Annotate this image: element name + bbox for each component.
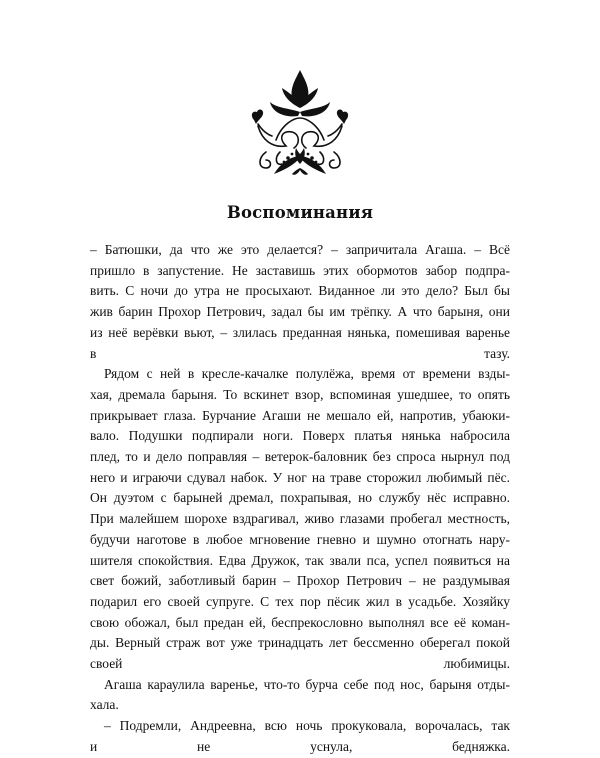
text-line: будучи наготове в любое мгновение гневно и шумно отогнать нару- <box>90 531 510 547</box>
chapter-body <box>90 240 510 758</box>
text-line: подарил его своей супруге. С тех пор пёсик жил в усадьбе. Хозяйку <box>90 593 510 609</box>
text-line: шителя спокойствия. Едва Дружок, так звали пса, успел появиться на <box>90 552 510 568</box>
text-line: свет божий, заботливый барин – Прохор Петрович – не раздумывая <box>90 573 510 589</box>
text-line: в тазу. <box>90 345 510 361</box>
paragraph-1 <box>90 240 510 364</box>
text-line: Он дуэтом с барыней дремал, похрапывая, но службу нёс исправно. <box>90 490 510 506</box>
decorative-ornament <box>248 68 352 178</box>
text-line: ды. Верный страж вот уже тринадцать лет бессменно оберегал покой <box>90 635 510 651</box>
text-line: – Подремли, Андреевна, всю ночь прокуковала, ворочалась, так <box>104 718 510 734</box>
text-line: Рядом с ней в кресле-качалке полулёжа, время от времени взды- <box>104 366 510 382</box>
text-line: своей любимицы. <box>90 656 510 672</box>
text-line: пришло в запустение. Не заставишь этих обормотов забор подпра- <box>90 262 510 278</box>
text-line: хала. <box>90 697 119 713</box>
text-line: жив барин Прохор Петрович, задал бы им трёпку. А что барыня, они <box>90 304 510 320</box>
text-line: При малейшем шорохе вздрагивал, живо глазами пробегал местность, <box>90 511 510 527</box>
text-line: прикрывает глаза. Бурчание Агаши не мешало ей, напротив, убаюки- <box>90 407 510 423</box>
paragraph-4 <box>90 716 510 757</box>
text-line: вить. С ночи до утра не просыхают. Виданное ли это дело? Был бы <box>90 283 510 299</box>
text-line: – Батюшки, да что же это делается? – запричитала Агаша. – Всё <box>90 242 510 257</box>
text-line: плед, то и дело поправляя – ветерок-баловник без спроса нырнул под <box>90 449 510 465</box>
text-line: и не уснула, бедняжка. <box>90 738 510 754</box>
paragraph-3 <box>90 675 510 716</box>
text-line: него и играючи сдувал набок. У ног на траве сторожил любимый пёс. <box>90 469 510 485</box>
text-line: Агаша караулила варенье, что-то бурча себе под нос, барыня отды- <box>104 676 510 692</box>
text-line: свою обожал, был предан ей, беспрекословно выполнял все её коман- <box>90 614 510 630</box>
chapter-title: Воспоминания <box>226 203 374 222</box>
text-line: вало. Подушки подпирали ноги. Поверх платья нянька набросила <box>90 428 510 444</box>
text-line: из неё верёвки вьют, – злилась преданная нянька, помешивая варенье <box>90 324 510 340</box>
text-line: хая, дремала барыня. То вскинет взор, вспоминая ушедшее, то опять <box>90 386 510 402</box>
paragraph-2 <box>90 364 510 675</box>
